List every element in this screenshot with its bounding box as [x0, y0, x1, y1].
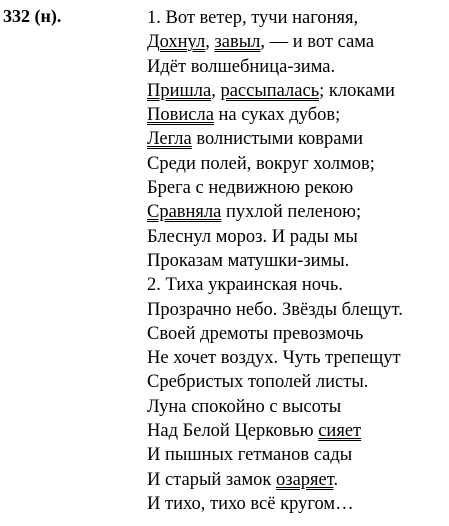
poem-line — [147, 225, 447, 249]
text-segment: Идёт волшебница-зима. — [147, 56, 336, 77]
text-segment: Над Белой Церковью — [147, 421, 319, 442]
poem-line — [147, 419, 447, 443]
text-segment: . — [333, 469, 339, 490]
poem-line — [147, 127, 447, 151]
text-segment: пухлой пеленою; — [221, 202, 362, 223]
text-segment: И тихо, тихо всё кругом… — [147, 493, 354, 514]
underlined-verb: завыл — [214, 32, 261, 53]
text-segment: Сребристых тополей листы. — [147, 372, 369, 393]
poem-line — [147, 492, 447, 516]
underlined-verb: Пришла — [147, 80, 212, 101]
poem-line — [147, 200, 447, 224]
underlined-verb: Дохнул — [147, 32, 206, 53]
text-segment: Прозрачно небо. Звёзды блещут. — [147, 299, 403, 320]
poem-line — [147, 103, 447, 127]
text-segment: Среди полей, вокруг холмов; — [147, 153, 375, 174]
poem-line — [147, 346, 447, 370]
text-segment: Луна спокойно с высоты — [147, 396, 342, 417]
poem-line — [147, 6, 447, 30]
poem-line — [147, 152, 447, 176]
text-segment: , — и вот сама — [260, 32, 375, 53]
poem-line — [147, 79, 447, 103]
underlined-verb: Легла — [147, 129, 192, 150]
text-segment: на суках дубов; — [213, 105, 341, 126]
underlined-verb: озаряет — [276, 469, 334, 490]
poem-line — [147, 273, 447, 297]
exercise-number: 332 (н). — [3, 6, 62, 26]
text-segment: Не хочет воздух. Чуть трепещут — [147, 348, 401, 369]
text-segment: , — [211, 80, 221, 101]
poem — [147, 6, 447, 516]
text-segment: Проказам матушки-зимы. — [147, 250, 350, 271]
underlined-verb: Повисла — [147, 105, 214, 126]
text-segment: Брега с недвижною рекою — [147, 178, 354, 199]
poem-line — [147, 395, 447, 419]
underlined-verb: сияет — [318, 421, 362, 442]
poem-line — [147, 249, 447, 273]
text-segment: волнистыми коврами — [191, 129, 364, 150]
text-segment: Своей дремоты превозмочь — [147, 323, 364, 344]
poem-line — [147, 468, 447, 492]
underlined-verb: рассыпалась — [220, 80, 320, 101]
poem-line — [147, 298, 447, 322]
text-segment: , — [205, 32, 215, 53]
text-segment: Блеснул мороз. И рады мы — [147, 226, 358, 247]
text-segment: ; клоками — [319, 80, 395, 101]
text-segment: И пышных гетманов сады — [147, 445, 353, 466]
poem-line — [147, 30, 447, 54]
poem-line — [147, 55, 447, 79]
text-segment: 2. Тиха украинская ночь. — [147, 275, 343, 296]
underlined-verb: Сравняла — [147, 202, 222, 223]
poem-line — [147, 176, 447, 200]
poem-line — [147, 443, 447, 467]
text-segment: И старый замок — [147, 469, 277, 490]
poem-line — [147, 322, 447, 346]
text-segment: 1. Вот ветер, тучи нагоняя, — [147, 8, 359, 28]
poem-line — [147, 370, 447, 394]
